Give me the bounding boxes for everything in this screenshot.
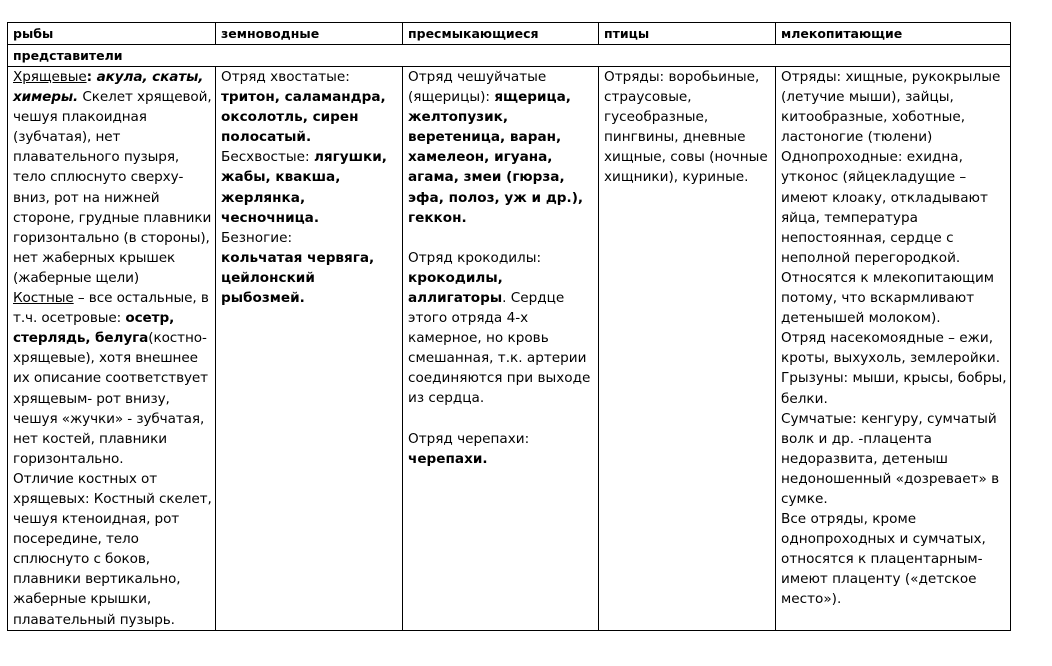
mammals-orders: Отряды: хищные, рукокрылые (летучие мыши), зайцы, китообразные, хоботные, ластоногие (тюлени): [781, 69, 1001, 146]
reptiles-turtle-examples: черепахи.: [408, 450, 488, 467]
reptiles-croc-label: Отряд крокодилы:: [408, 249, 542, 266]
fish-cartilaginous-desc: Скелет хрящевой, чешуя плакоидная (зубчатая), нет плавательного пузыря, тело сплюснуто сверху-вниз, рот на нижней стороне, грудные плавники горизонтально (в стороны), нет жаберных крышек (жаберные щели): [13, 89, 212, 286]
mammals-monotremes: Однопроходные: ехидна, утконос (яйцекладущие – имеют клоаку, откладывают яйца, температура непостоянная, сердце с неполной перегородкой.: [781, 149, 988, 266]
header-mammals: млекопитающие: [776, 23, 1011, 45]
reptiles-croc-paragraph: [408, 268, 598, 409]
amphibians-legless-examples: кольчатая червяга, цейлонский рыбозмей.: [221, 249, 375, 307]
fish-cartilaginous-label: Хрящевые: [13, 69, 87, 85]
header-birds: птицы: [599, 23, 776, 45]
mammals-insectivores: Отряд насекомоядные – ежи, кроты, выхухоль, землеройки.: [781, 330, 1001, 367]
fish-bony-paragraph: [13, 288, 215, 469]
reptiles-squamata-paragraph: [408, 67, 598, 228]
amphibians-tailed-label: Отряд хвостатые:: [221, 69, 350, 85]
cell-birds: [599, 67, 776, 631]
cell-reptiles: [403, 67, 599, 631]
amphibians-tailed-examples: тритон, саламандра, оксолотль, сирен полосатый.: [221, 89, 386, 146]
reptiles-squamata-examples: ящерица, желтопузик, веретеница, варан, хамелеон, игуана, агама, змеи (гюрза, эфа, полоз, уж и др.), геккон.: [408, 89, 584, 226]
subheader-representatives: представители: [8, 45, 1011, 67]
fish-bony-text2: (костно-хрящевые), хотя внешнее их описание соответствует хрящевым- рот внизу, чешуя «жучки» - зубчатая, нет костей, плавники горизонтально.: [13, 330, 209, 467]
fish-colon: :: [86, 69, 97, 85]
cell-mammals: [776, 67, 1011, 631]
mammals-monotremes-note: Относятся к млекопитающим потому, что вскармливают детенышей молоком).: [781, 269, 995, 327]
cell-amphibians: [216, 67, 403, 631]
fish-cartilaginous-examples: акула, скаты, химеры.: [13, 69, 204, 106]
fish-difference: Отличие костных от хрящевых: Костный скелет, чешуя ктеноидная, рот посередине, тело сплюснуто с боков, плавники вертикально, жаберные крышки, плавательный пузырь.: [13, 470, 212, 628]
header-reptiles: пресмыкающиеся: [403, 23, 599, 45]
fish-bony-examples: осетр, стерлядь, белуга: [13, 310, 175, 347]
reptiles-turtle-label: Отряд черепахи:: [408, 430, 530, 447]
fish-cartilaginous-paragraph: [13, 67, 215, 288]
reptiles-spacer-1: [408, 228, 598, 248]
classification-table: [7, 22, 1011, 631]
amphibians-tailless-label: Бесхвостые:: [221, 149, 314, 166]
birds-text: Отряды: воробьиные, страусовые, гусеобразные, пингвины, дневные хищные, совы (ночные хищники), куриные.: [604, 69, 768, 186]
amphibians-tailless-examples: лягушки, жабы, квакша, жерлянка, чесночница.: [221, 149, 387, 226]
reptiles-squamata-label: Отряд чешуйчатые (ящерицы):: [408, 69, 547, 106]
header-fish: рыбы: [8, 23, 216, 45]
mammals-marsupials: Сумчатые: кенгуру, сумчатый волк и др. -плацента недоразвита, детеныш недоношенный «дозревает» в сумке.: [781, 410, 1000, 507]
fish-bony-text1: – все остальные, в т.ч. осетровые:: [13, 290, 209, 327]
header-amphibians: земноводные: [216, 23, 403, 45]
reptiles-croc-examples: крокодилы, аллигаторы: [408, 269, 503, 306]
fish-bony-label: Костные: [13, 290, 74, 307]
content-row: [8, 67, 1011, 631]
amphibians-tailless-paragraph: [221, 147, 402, 227]
mammals-placental: Все отряды, кроме однопроходных и сумчатых, относятся к плацентарным- имеют плаценту («детское место»).: [781, 511, 986, 608]
cell-fish: [8, 67, 216, 631]
amphibians-legless-label: Безногие:: [221, 229, 293, 246]
reptiles-croc-desc: . Сердце этого отряда 4-х камерное, но кровь смешанная, т.к. артерии соединяются при выходе из сердца.: [408, 289, 591, 407]
reptiles-spacer-2: [408, 409, 598, 429]
mammals-rodents: Грызуны: мыши, крысы, бобры, белки.: [781, 370, 1007, 407]
header-row: [8, 23, 1011, 45]
subheader-row: [8, 45, 1011, 67]
